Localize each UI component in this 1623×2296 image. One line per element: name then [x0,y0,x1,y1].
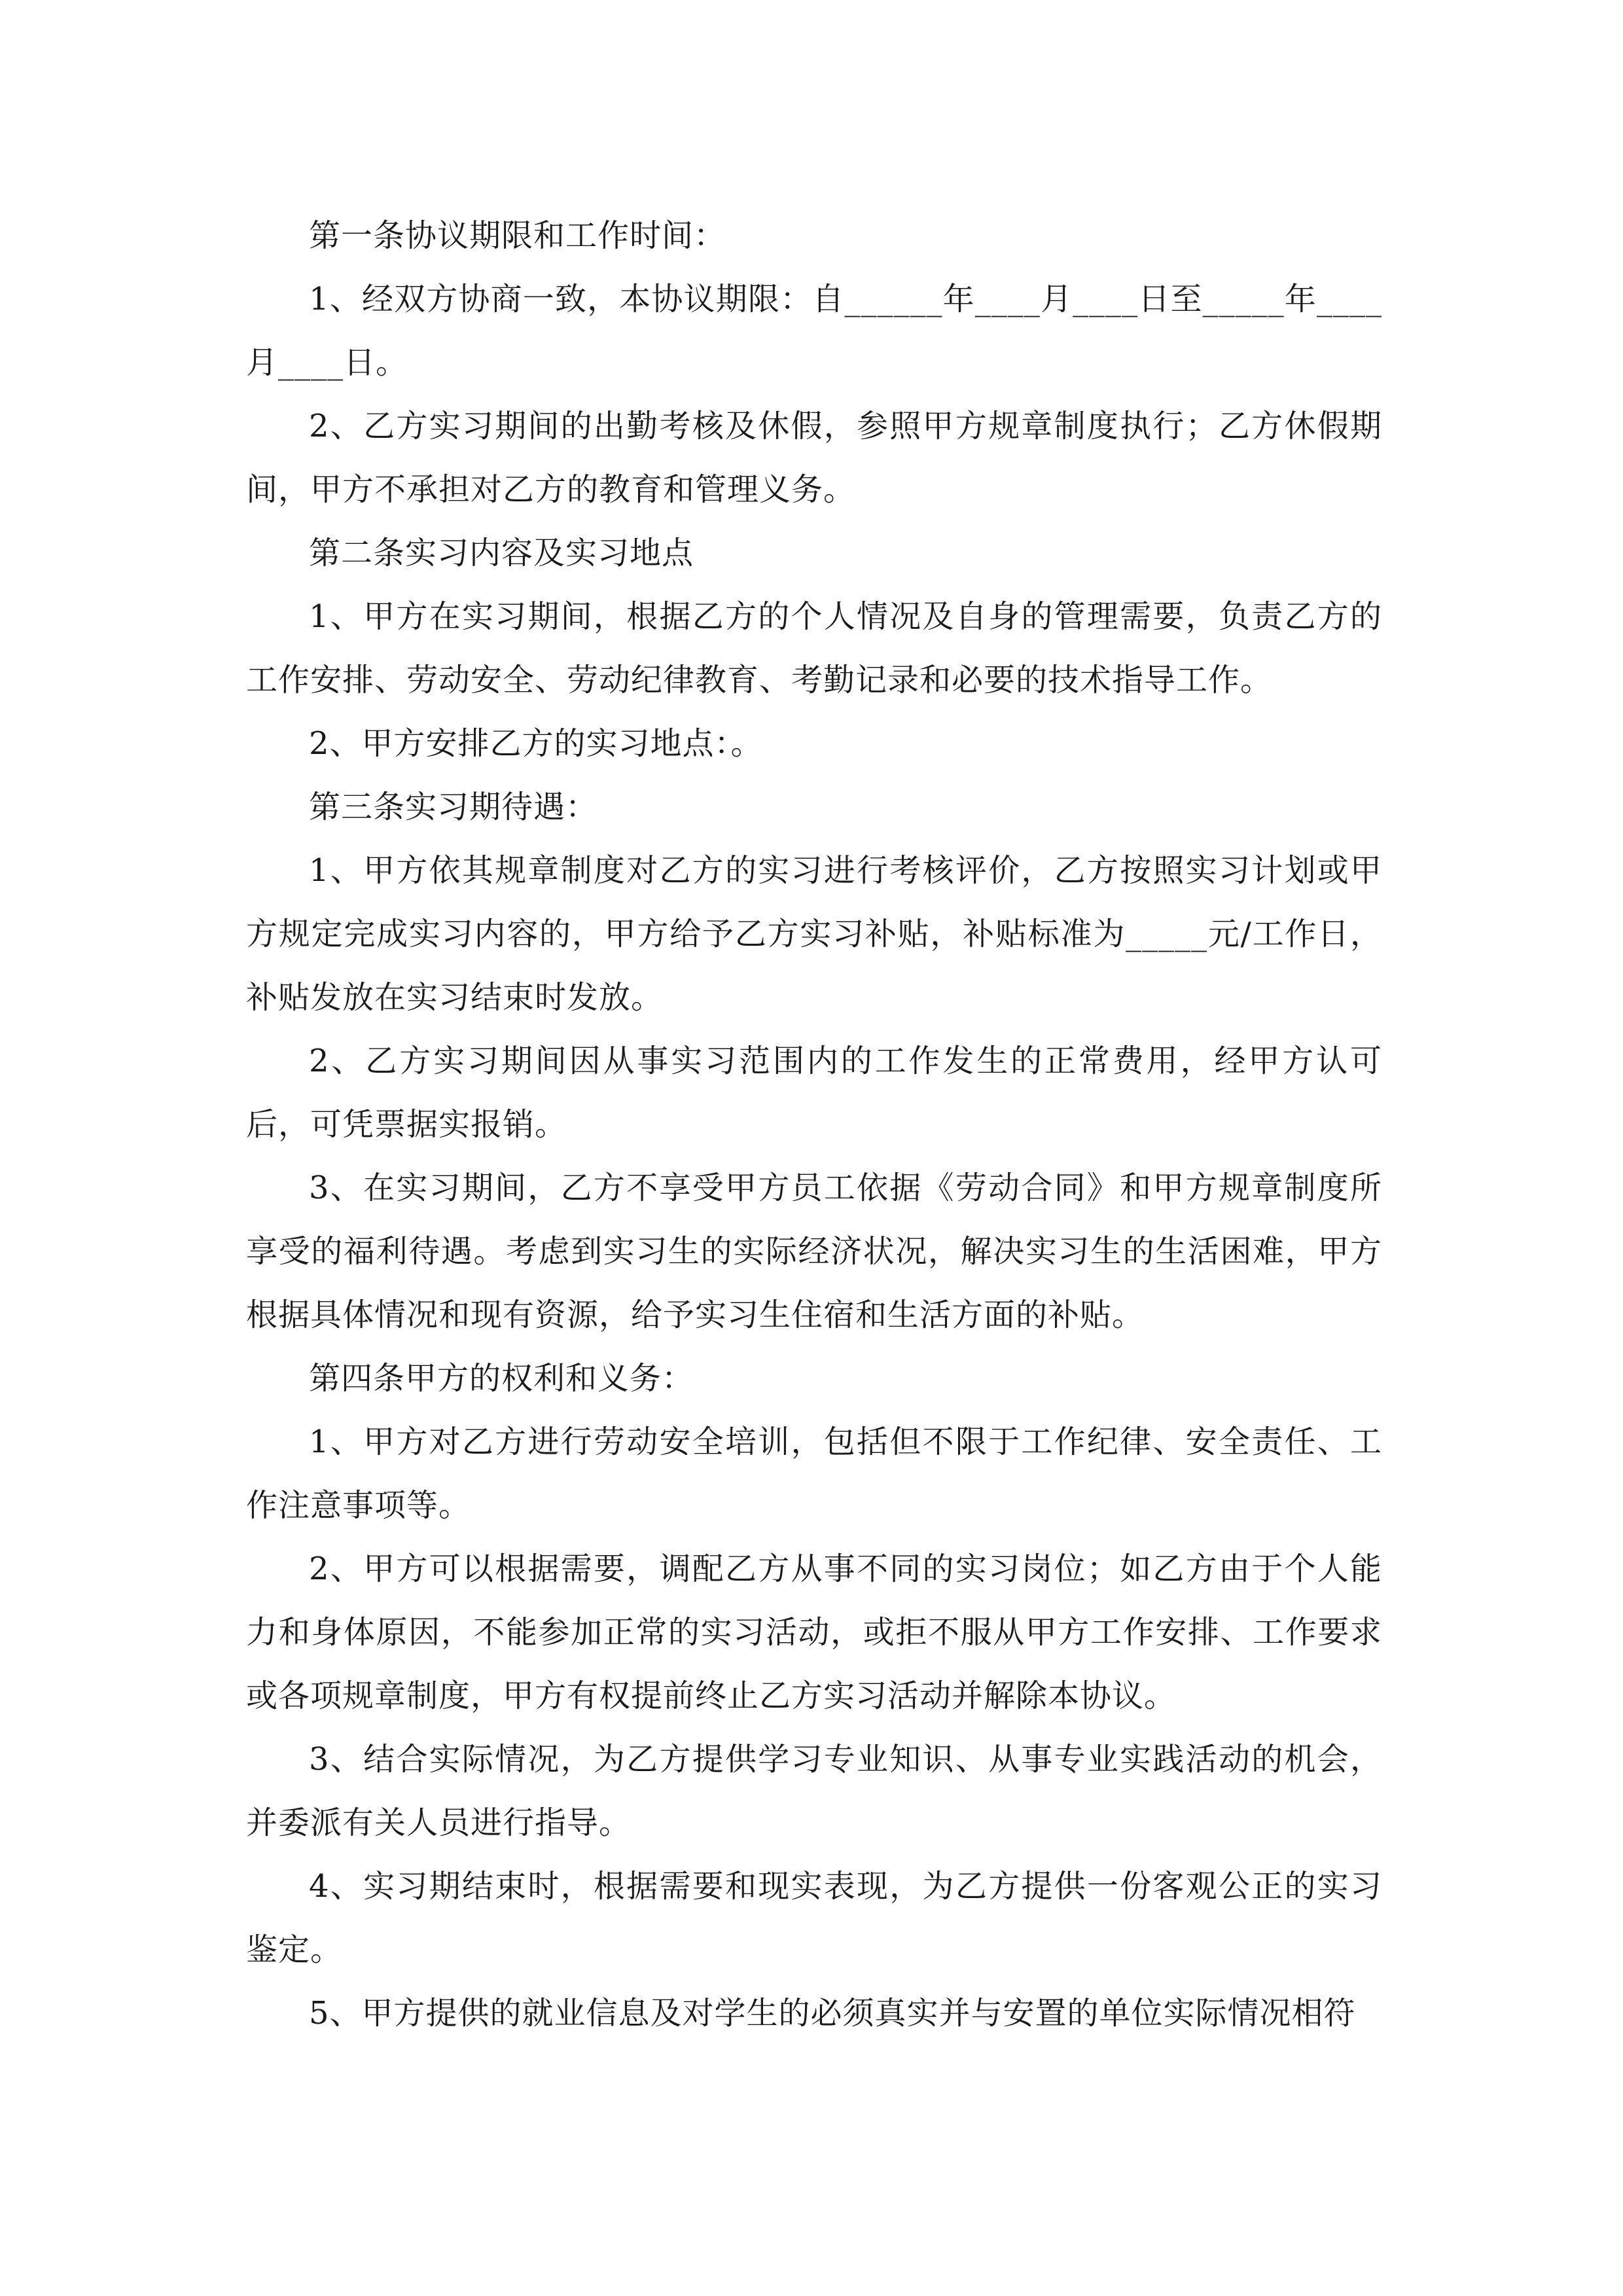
paragraph: 1、甲方对乙方进行劳动安全培训，包括但不限于工作纪律、安全责任、工作注意事项等。 [246,1424,1382,1524]
paragraph: 2、乙方实习期间因从事实习范围内的工作发生的正常费用，经甲方认可后，可凭票据实报销。 [246,1043,1382,1143]
article-4-heading: 第四条甲方的权利和义务： [309,1360,694,1397]
paragraph: 2、甲方安排乙方的实习地点：。 [309,725,763,762]
paragraph: 2、甲方可以根据需要，调配乙方从事不同的实习岗位；如乙方由于个人能力和身体原因，不能参加正常的实习活动，或拒不服从甲方工作安排、工作要求或各项规章制度，甲方有权提前终止乙方实习活动并解除本协议。 [246,1551,1382,1714]
document-body [246,204,1382,2045]
article-3-heading: 第三条实习期待遇： [309,789,598,825]
paragraph: 1、甲方依其规章制度对乙方的实习进行考核评价，乙方按照实习计划或甲方规定完成实习内容的，甲方给予乙方实习补贴，补贴标准为_____元/工作日，补贴发放在实习结束时发放。 [246,852,1382,1016]
paragraph: 1、甲方在实习期间，根据乙方的个人情况及自身的管理需要，负责乙方的工作安排、劳动安全、劳动纪律教育、考勤记录和必要的技术指导工作。 [246,598,1382,698]
paragraph: 4、实习期结束时，根据需要和现实表现，为乙方提供一份客观公正的实习鉴定。 [246,1868,1382,1968]
paragraph: 2、乙方实习期间的出勤考核及休假，参照甲方规章制度执行；乙方休假期间，甲方不承担对乙方的教育和管理义务。 [246,408,1382,508]
article-2-heading: 第二条实习内容及实习地点 [309,535,694,571]
paragraph: 3、结合实际情况，为乙方提供学习专业知识、从事专业实践活动的机会，并委派有关人员进行指导。 [246,1741,1382,1841]
article-1-heading: 第一条协议期限和工作时间： [309,217,726,254]
paragraph: 5、甲方提供的就业信息及对学生的必须真实并与安置的单位实际情况相符 [309,1995,1356,2032]
paragraph: 1、经双方协商一致，本协议期限：自______年____月____日至_____年____月____日。 [246,281,1382,381]
paragraph: 3、在实习期间，乙方不享受甲方员工依据《劳动合同》和甲方规章制度所享受的福利待遇。考虑到实习生的实际经济状况，解决实习生的生活困难，甲方根据具体情况和现有资源，给予实习生住宿和生活方面的补贴。 [246,1170,1382,1333]
